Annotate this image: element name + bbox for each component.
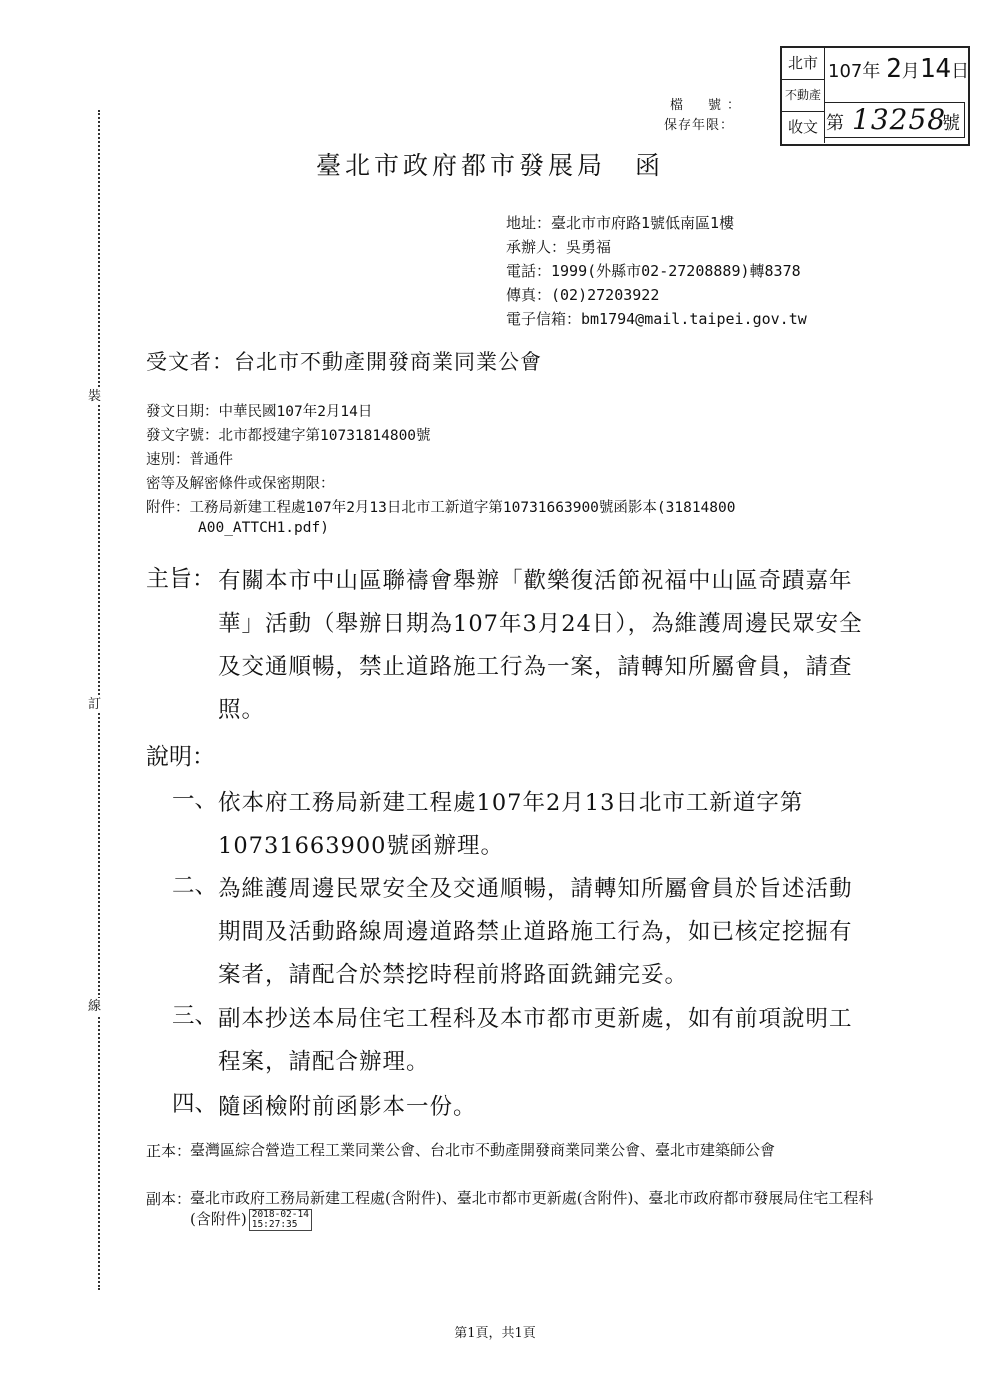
subject-label: 主旨：	[146, 566, 215, 592]
file-number-label: 檔 號：	[670, 98, 747, 113]
recipient: 受文者：台北市不動產開發商業同業公會	[146, 350, 542, 374]
stamp-type: 收文	[782, 112, 825, 143]
cc-recipients	[190, 1188, 880, 1231]
stamp-month: 2	[886, 54, 902, 84]
receipt-stamp	[780, 46, 970, 146]
stamp-day-mark: 日	[951, 61, 970, 82]
description-label: 說明：	[146, 744, 215, 770]
attachment-line-1: 附件：工務局新建工程處107年2月13日北市工新道字第10731663900號函影本(31814800	[146, 500, 736, 516]
timestamp-date: 2018-02-14	[251, 1209, 309, 1220]
stamp-year: 107	[828, 61, 863, 82]
stamp-number: 13258	[852, 103, 947, 136]
page-number: 第1頁，共1頁	[454, 1326, 536, 1341]
stamp-day: 14	[919, 54, 952, 84]
binding-char-zhuang: 裝	[88, 389, 102, 404]
subject-text: 有關本市中山區聯禱會舉辦「歡樂復活節祝福中山區奇蹟嘉年華」活動（舉辦日期為107年3月24日），為維護周邊民眾安全及交通順暢，禁止道路施工行為一案，請轉知所屬會員，請查照。	[218, 568, 863, 723]
document-number: 發文字號：北市都授建字第10731814800號	[146, 428, 431, 444]
item-number-2: 二、	[172, 873, 218, 899]
retention-label: 保存年限：	[664, 118, 735, 133]
timestamp-stamp	[249, 1209, 312, 1231]
binding-char-ding: 訂	[88, 697, 102, 712]
stamp-org: 北市	[782, 48, 825, 80]
contact-fax: 傳真：(02)27203922	[506, 286, 660, 304]
stamp-month-mark: 月	[901, 61, 920, 82]
stamp-no-prefix: 第	[826, 113, 844, 134]
secrecy-level: 密等及解密條件或保密期限：	[146, 476, 335, 492]
contact-handler: 承辦人：吳勇福	[506, 238, 612, 256]
item-text-3: 副本抄送本局住宅工程科及本市都市更新處，如有前項說明工程案，請配合辦理。	[218, 1006, 853, 1075]
item-text-4: 隨函檢附前函影本一份。	[218, 1094, 477, 1120]
delivery-speed: 速別：普通件	[146, 452, 233, 468]
item-number-3: 三、	[172, 1003, 218, 1029]
timestamp-time: 15:27:35	[251, 1219, 298, 1230]
document-title: 臺北市政府都市發展局 函	[316, 151, 665, 180]
item-number-1: 一、	[172, 787, 218, 813]
main-recipients-label: 正本：	[146, 1142, 192, 1160]
contact-phone: 電話：1999(外縣市02-27208889)轉8378	[506, 262, 801, 280]
item-text-2: 為維護周邊民眾安全及交通順暢，請轉知所屬會員於旨述活動期間及活動路線周邊道路禁止道路施工行為，如已核定挖掘有案者，請配合於禁挖時程前將路面銑鋪完妥。	[218, 876, 853, 988]
item-number-4: 四、	[172, 1091, 218, 1117]
contact-address: 地址：臺北市市府路1號低南區1樓	[506, 214, 735, 232]
issue-date: 發文日期：中華民國107年2月14日	[146, 404, 373, 420]
cc-recipients-text: 臺北市政府工務局新建工程處(含附件)、臺北市都市更新處(含附件)、臺北市政府都市發展局住宅工程科(含附件)	[190, 1189, 874, 1228]
stamp-year-mark: 年	[862, 61, 881, 82]
main-recipients: 臺灣區綜合營造工程工業同業公會、台北市不動產開發商業同業公會、臺北市建築師公會	[190, 1141, 776, 1159]
binding-char-xian: 線	[88, 999, 102, 1014]
item-text-1: 依本府工務局新建工程處107年2月13日北市工新道字第10731663900號函辦理。	[218, 790, 804, 859]
stamp-number-row	[824, 102, 965, 138]
stamp-dept: 不動產	[782, 80, 825, 112]
attachment-line-2: A00_ATTCH1.pdf)	[198, 520, 329, 536]
stamp-date	[828, 54, 969, 84]
contact-email: 電子信箱：bm1794@mail.taipei.gov.tw	[506, 310, 807, 328]
stamp-no-suffix: 號	[942, 113, 960, 134]
cc-recipients-label: 副本：	[146, 1190, 192, 1208]
